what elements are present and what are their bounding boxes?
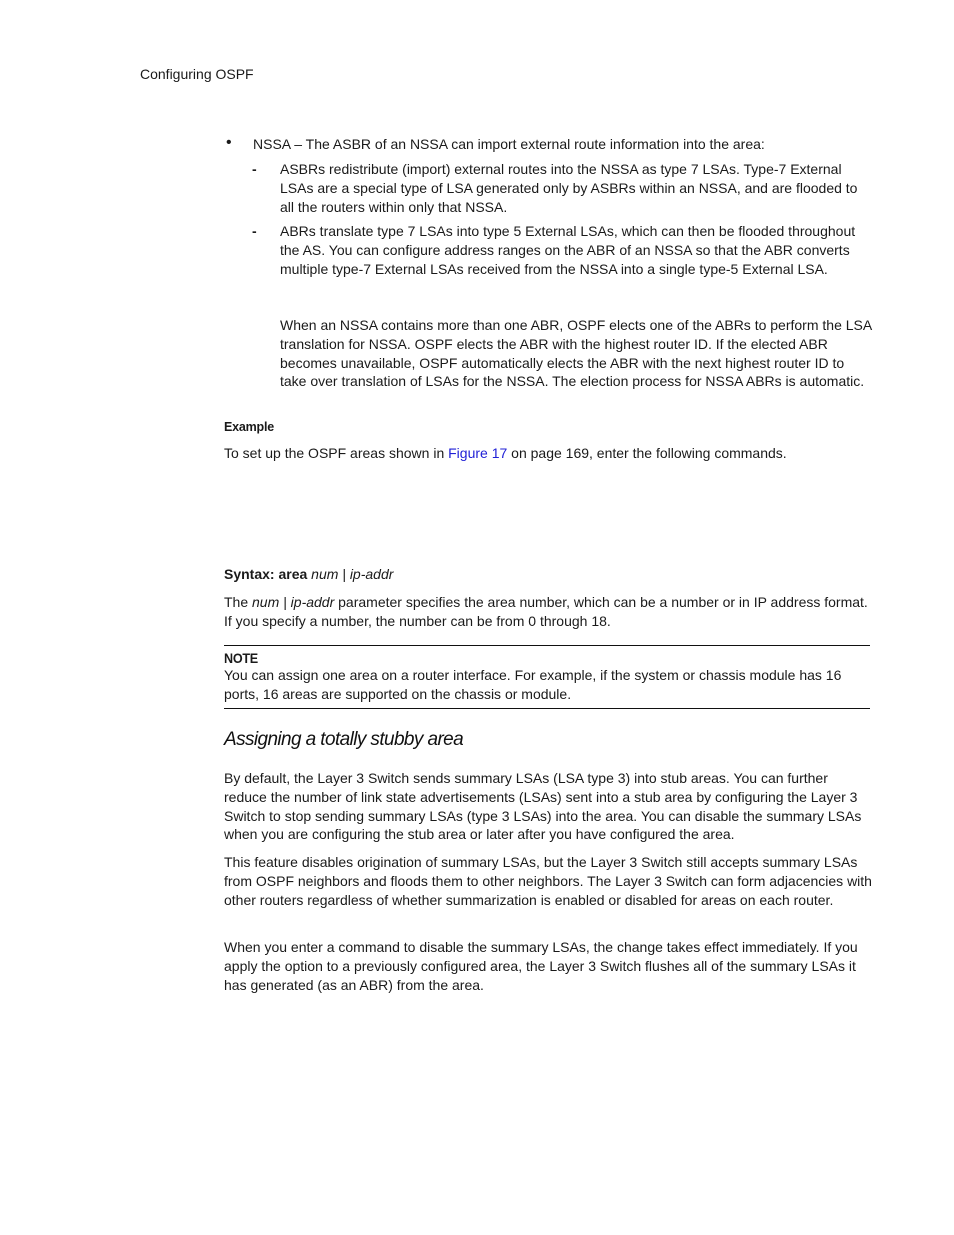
note-bottom-rule <box>224 708 870 709</box>
figure-link[interactable]: Figure 17 <box>448 445 508 461</box>
param-description <box>224 593 874 631</box>
example-intro-before: To set up the OSPF areas shown in <box>224 445 449 461</box>
continuation-text: When an NSSA contains more than one ABR, OSPF elects one of the ABRs to perform the LSA translation for NSSA. OSPF elects the ABR with the highest router ID. If the elected ABR becomes unavailable, OSPF automatically elects the ABR with the next highest router ID to take over translation of LSAs for the NSSA. The election process for NSSA ABRs is automatic. <box>280 317 872 390</box>
dash-icon: - <box>252 161 257 177</box>
example-intro-after: on page 169, enter the following commands. <box>507 445 787 461</box>
section-paragraph: By default, the Layer 3 Switch sends summary LSAs (LSA type 3) into stub areas. You can further reduce the number of link state advertisements (LSAs) sent into a stub area by configuring the Layer 3 Switch to stop sending summary LSAs (type 3 LSAs) into the area. You can disable the summary LSAs when you are configuring the stub area or later after you have configured the area. <box>224 770 862 843</box>
section-heading: Assigning a totally stubby area <box>224 729 464 750</box>
syntax-line <box>224 565 874 584</box>
syntax-args: num | ip-addr <box>311 566 394 582</box>
param-prefix: The <box>224 594 253 610</box>
param-args: num | ip-addr <box>252 594 335 610</box>
example-intro <box>224 444 874 463</box>
dash-icon: - <box>252 223 257 239</box>
section-paragraph: When you enter a command to disable the summary LSAs, the change takes effect immediately. If you apply the option to a previously configured area, the Layer 3 Switch flushes all of the summary LSAs it has generated (as an ABR) from the area. <box>224 939 858 993</box>
note-label: NOTE <box>224 650 258 666</box>
param-suffix: parameter specifies the area number, which can be a number or in IP address format. If you specify a number, the number can be from 0 through 18. <box>224 594 868 629</box>
section-paragraph: This feature disables origination of summary LSAs, but the Layer 3 Switch still accepts summary LSAs from OSPF neighbors and floods them to other neighbors. The Layer 3 Switch can form adjacencies with other routers regardless of whether summarization is enabled or disabled for areas on each router. <box>224 854 872 908</box>
note-top-rule <box>224 645 870 646</box>
syntax-label: Syntax: <box>224 566 275 582</box>
nssa-bullet-text: NSSA – The ASBR of an NSSA can import external route information into the area: <box>253 136 765 152</box>
note-text: You can assign one area on a router interface. For example, if the system or chassis module has 16 ports, 16 areas are supported on the chassis or module. <box>224 667 842 702</box>
bullet-icon: • <box>226 134 232 151</box>
example-label: Example <box>224 420 275 434</box>
syntax-keyword: area <box>278 566 308 582</box>
sub-item-text: ASBRs redistribute (import) external routes into the NSSA as type 7 LSAs. Type-7 External LSAs are a special type of LSA generated only by ASBRs within an NSSA, and are flooded to all the routers within only that NSSA. <box>280 161 858 215</box>
running-header: Configuring OSPF <box>140 66 254 82</box>
sub-item-text: ABRs translate type 7 LSAs into type 5 External LSAs, which can then be flooded throughout the AS. You can configure address ranges on the ABR of an NSSA so that the ABR converts multiple type-7 External LSAs received from the NSSA into a single type-5 External LSA. <box>280 223 856 277</box>
